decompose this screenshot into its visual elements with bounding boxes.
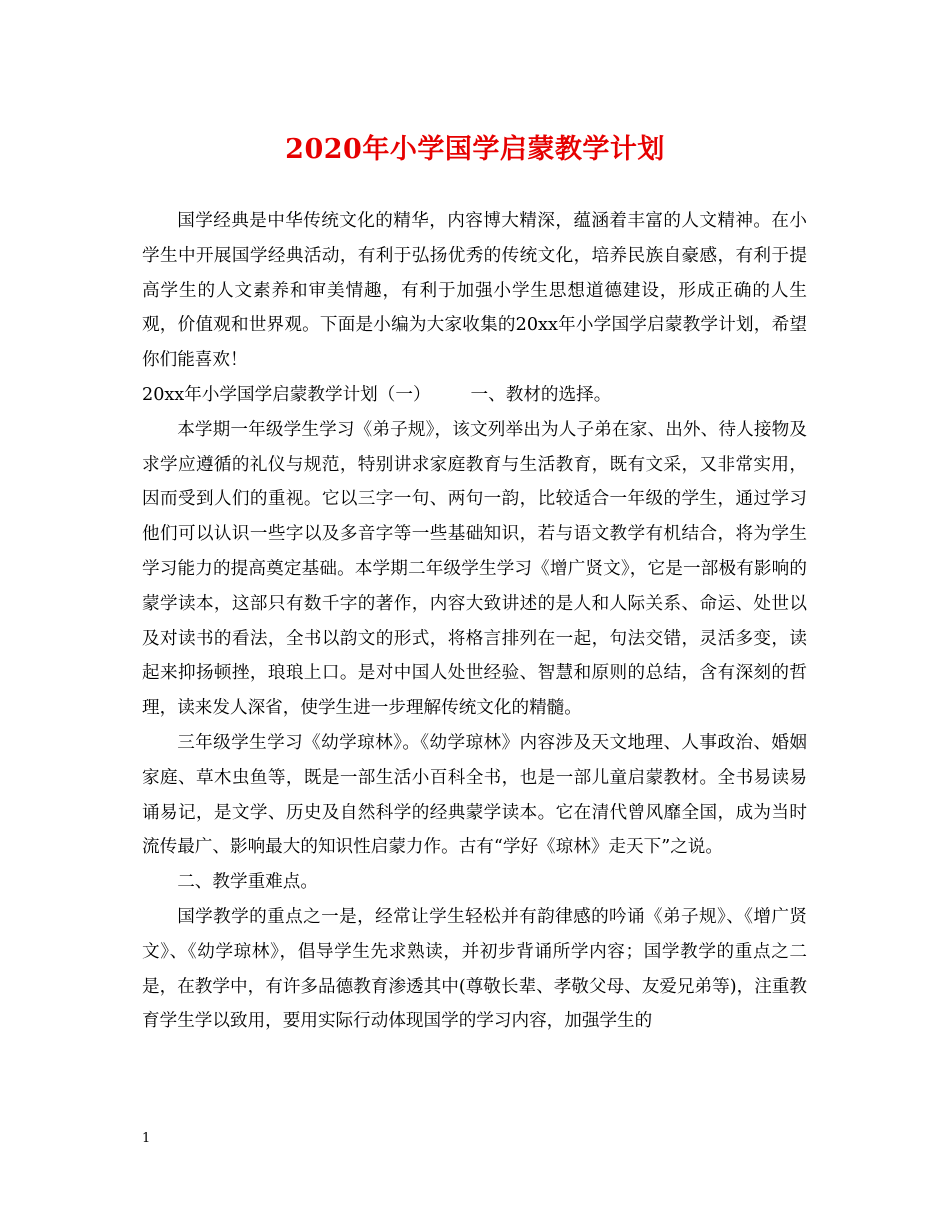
- section1-paragraph-2: 三年级学生学习《幼学琼林》。《幼学琼林》内容涉及天文地理、人事政治、婚姻家庭、草木虫鱼等，既是一部生活小百科全书，也是一部儿童启蒙教材。全书易读易诵易记，是文学、历史及自然科学的经典蒙学读本。它在清代曾风靡全国，成为当时流传最广、影响最大的知识性启蒙力作。古有“学好《琼林》走天下”之说。: [142, 732, 807, 858]
- section2-paragraph-1: 国学教学的重点之一是，经常让学生轻松并有韵律感的吟诵《弟子规》、《增广贤文》、《幼学琼林》，倡导学生先求熟读，并初步背诵所学内容；国学教学的重点之二是，在教学中，有许多品德教育渗透其中(尊敬长辈、孝敬父母、友爱兄弟等)，注重教育学生学以致用，要用实际行动体现国学的学习内容，加强学生的: [142, 906, 807, 1032]
- section2-heading: 二、教学重难点。: [177, 872, 318, 893]
- document-title: 2020年小学国学启蒙教学计划: [285, 134, 665, 165]
- page-number: 1: [142, 1131, 151, 1146]
- section1-heading: 一、教材的选择。: [470, 384, 612, 405]
- document-body: [142, 204, 807, 1039]
- plan-heading-line: [142, 378, 807, 413]
- section1-paragraph-1: 本学期一年级学生学习《弟子规》，该文列举出为人子弟在家、出外、待人接物及求学应遵循的礼仪与规范，特别讲求家庭教育与生活教育，既有文采，又非常实用，因而受到人们的重视。它以三字一句、两句一韵，比较适合一年级的学生，通过学习他们可以认识一些字以及多音字等一些基础知识，若与语文教学有机结合，将为学生学习能力的提高奠定基础。本学期二年级学生学习《增广贤文》，它是一部极有影响的蒙学读本，这部只有数千字的著作，内容大致讲述的是人和人际关系、命运、处世以及对读书的看法，全书以韵文的形式，将格言排列在一起，句法交错，灵活多变，读起来抑扬顿挫，琅琅上口。是对中国人处世经验、智慧和原则的总结，含有深刻的哲理，读来发人深省，使学生进一步理解传统文化的精髓。: [142, 419, 807, 719]
- intro-paragraph: 国学经典是中华传统文化的精华，内容博大精深，蕴涵着丰富的人文精神。在小学生中开展国学经典活动，有利于弘扬优秀的传统文化，培养民族自豪感，有利于提高学生的人文素养和审美情趣，有利于加强小学生思想道德建设，形成正确的人生观，价值观和世界观。下面是小编为大家收集的20xx年小学国学启蒙教学计划，希望你们能喜欢！: [142, 211, 807, 371]
- plan-heading: 20xx年小学国学启蒙教学计划（一）: [142, 384, 431, 405]
